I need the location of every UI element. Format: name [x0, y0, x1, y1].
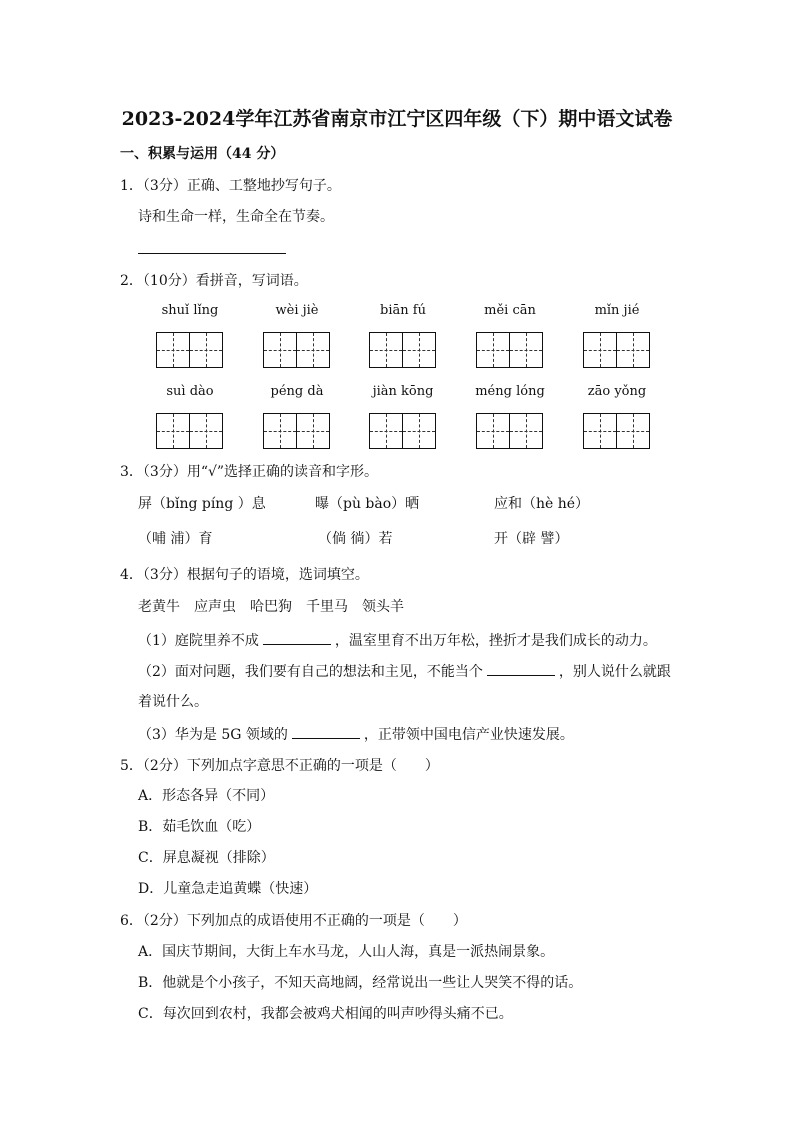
- sentence-text: （3）华为是 5G 领域的: [138, 727, 288, 743]
- pinyin-label: jiàn kōng: [372, 384, 434, 399]
- option-c[interactable]: C．屏息凝视（排除）: [138, 850, 275, 866]
- question-5-stem: 5．（2分）下列加点字意思不正确的一项是（ ）: [120, 758, 439, 774]
- question-2-stem: 2．（10分）看拼音，写词语。: [120, 273, 308, 289]
- fill-blank[interactable]: [487, 661, 555, 676]
- answer-line[interactable]: [138, 253, 286, 254]
- sentence-text: ，温室里育不出万年松，挫折才是我们成长的动力。: [334, 633, 657, 649]
- sentence-3: [138, 724, 574, 745]
- choice-item[interactable]: （哺 浦）育: [138, 531, 213, 547]
- question-6-stem: 6．（2分）下列加点的成语使用不正确的一项是（ ）: [120, 913, 467, 929]
- tianzige-grid[interactable]: [156, 332, 226, 370]
- pinyin-label: měi cān: [484, 303, 536, 318]
- pinyin-label: mǐn jié: [594, 303, 640, 318]
- option-c[interactable]: C．每次回到农村，我都会被鸡犬相闻的叫声吵得头痛不已。: [138, 1006, 513, 1022]
- pinyin-label: suì dào: [166, 384, 214, 399]
- word-option: 千里马: [306, 599, 348, 615]
- tianzige-grid[interactable]: [583, 332, 653, 370]
- sentence-text: ，别人说什么就跟: [558, 664, 671, 680]
- choice-item[interactable]: 屏（bǐng píng ）息: [138, 496, 266, 512]
- tianzige-grid[interactable]: [369, 413, 439, 451]
- pinyin-label: biān fú: [380, 303, 426, 318]
- option-a[interactable]: A．国庆节期间，大街上车水马龙，人山人海，真是一派热闹景象。: [138, 944, 555, 960]
- sentence-text: （1）庭院里养不成: [138, 633, 259, 649]
- fill-blank[interactable]: [292, 724, 360, 739]
- sentence-2: [138, 661, 671, 682]
- tianzige-grid[interactable]: [476, 413, 546, 451]
- option-b[interactable]: B．他就是个小孩子，不知天高地阔，经常说出一些让人哭笑不得的话。: [138, 975, 583, 991]
- tianzige-grid[interactable]: [369, 332, 439, 370]
- choice-item[interactable]: 应和（hè hé）: [494, 496, 590, 512]
- choice-item[interactable]: （倘 徜）若: [318, 531, 393, 547]
- question-3-stem: 3．（3分）用“√”选择正确的读音和字形。: [120, 464, 379, 480]
- sentence-2-cont: 着说什么。: [138, 694, 208, 710]
- word-bank: [138, 597, 418, 617]
- sentence-text: （2）面对问题，我们要有自己的想法和主见，不能当个: [138, 664, 483, 680]
- word-option: 领头羊: [362, 599, 404, 615]
- tianzige-grid[interactable]: [476, 332, 546, 370]
- option-d[interactable]: D．儿童急走追黄蝶（快速）: [138, 881, 318, 897]
- pinyin-label: wèi jiè: [275, 303, 319, 318]
- choice-item[interactable]: 曝（pù bào）晒: [315, 496, 420, 512]
- word-option: 应声虫: [194, 599, 236, 615]
- choice-item[interactable]: 开（辟 譬）: [494, 531, 569, 547]
- section-heading: 一、积累与运用（44 分）: [120, 146, 285, 162]
- tianzige-grid[interactable]: [583, 413, 653, 451]
- pinyin-label: péng dà: [270, 384, 324, 399]
- word-option: 老黄牛: [138, 599, 180, 615]
- option-b[interactable]: B．茹毛饮血（吃）: [138, 819, 261, 835]
- question-1-stem: 1．（3分）正确、工整地抄写句子。: [120, 178, 341, 194]
- tianzige-grid[interactable]: [156, 413, 226, 451]
- page-title: 2023-2024学年江苏省南京市江宁区四年级（下）期中语文试卷: [121, 108, 673, 130]
- pinyin-label: zāo yǒng: [587, 384, 647, 399]
- pinyin-label: shuǐ lǐng: [161, 303, 219, 318]
- fill-blank[interactable]: [263, 630, 331, 645]
- tianzige-grid[interactable]: [263, 413, 333, 451]
- sentence-text: ，正带领中国电信产业快速发展。: [363, 727, 574, 743]
- word-option: 哈巴狗: [250, 599, 292, 615]
- question-4-stem: 4．（3分）根据句子的语境，选词填空。: [120, 567, 369, 583]
- question-1-sentence: 诗和生命一样，生命全在节奏。: [138, 209, 334, 225]
- pinyin-label: méng lóng: [475, 384, 545, 399]
- sentence-1: [138, 630, 657, 651]
- option-a[interactable]: A．形态各异（不同）: [138, 788, 275, 804]
- tianzige-grid[interactable]: [263, 332, 333, 370]
